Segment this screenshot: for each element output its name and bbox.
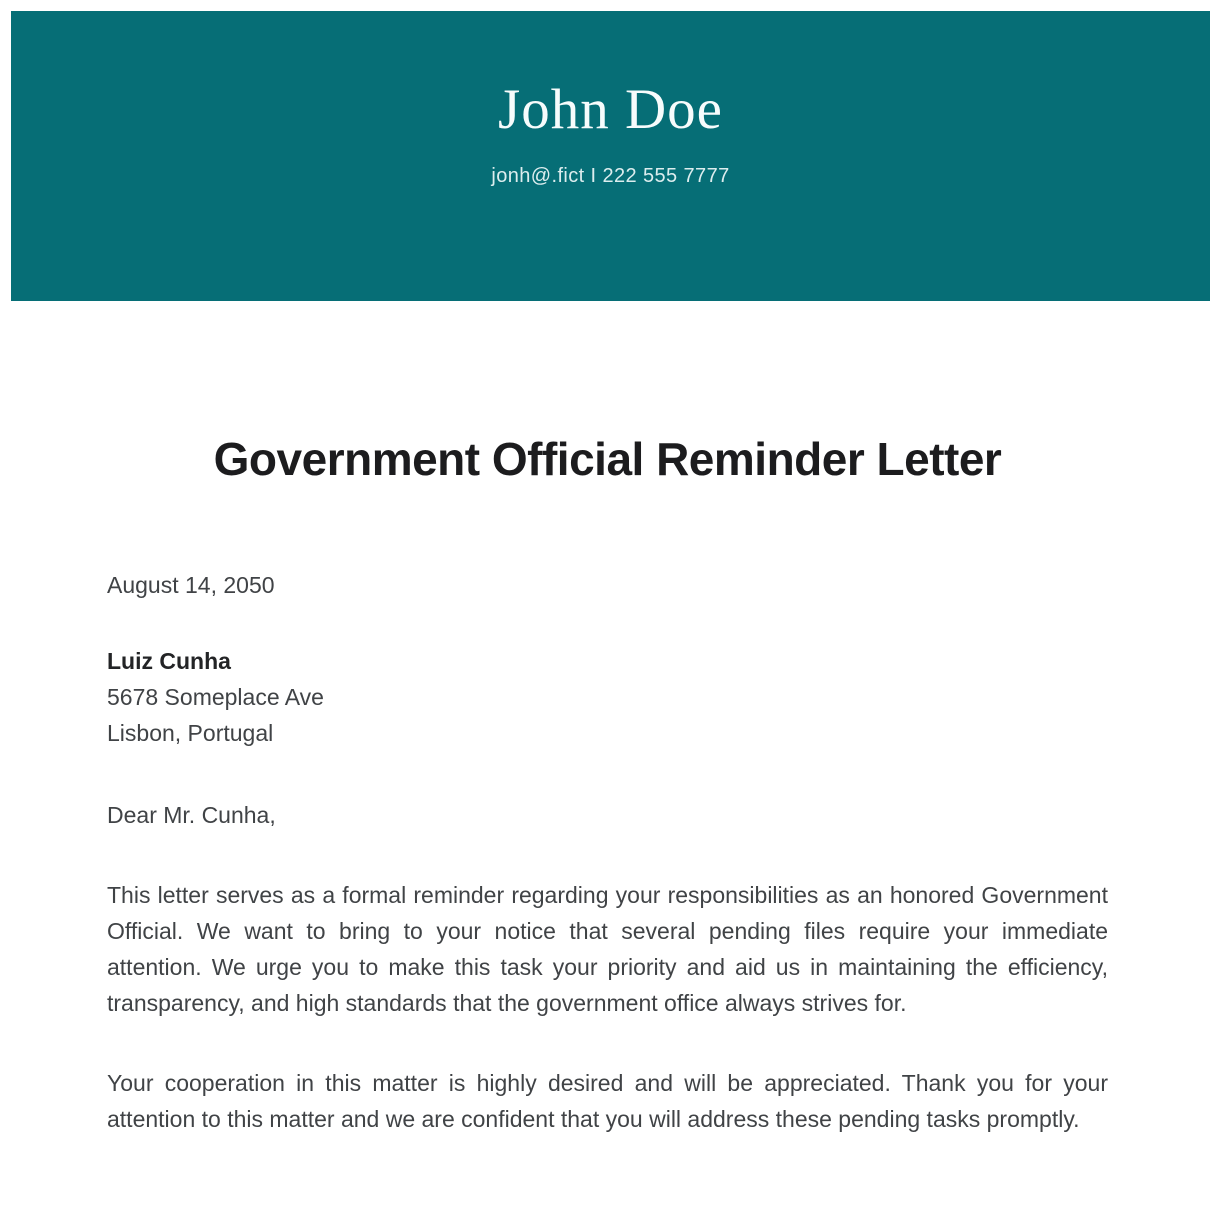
letter-title: Government Official Reminder Letter — [213, 433, 1002, 485]
sender-name: John Doe — [498, 78, 723, 141]
body-paragraph-2: Your cooperation in this matter is highly desired and will be appreciated. Thank you for your attention to this matter and we are confident that you will address these pending tasks promptly. — [107, 1070, 1108, 1132]
recipient-name: Luiz Cunha — [107, 648, 231, 674]
sender-contact: jonh@.fict I 222 555 7777 — [491, 164, 730, 187]
letter-date: August 14, 2050 — [107, 572, 275, 598]
salutation: Dear Mr. Cunha, — [107, 802, 276, 828]
letter-header — [11, 11, 1210, 301]
recipient-block — [107, 643, 1108, 751]
recipient-address-line1: 5678 Someplace Ave — [107, 684, 324, 710]
letter-content — [107, 301, 1108, 1137]
recipient-address-line2: Lisbon, Portugal — [107, 720, 274, 746]
body-paragraph-1: This letter serves as a formal reminder regarding your responsibilities as an honored Government Official. We want to bring to your notice that several pending files require your immediate attention. We urge you to make this task your priority and aid us in maintaining the efficiency, transparency, and high standards that the government office always strives for. — [107, 882, 1108, 1016]
